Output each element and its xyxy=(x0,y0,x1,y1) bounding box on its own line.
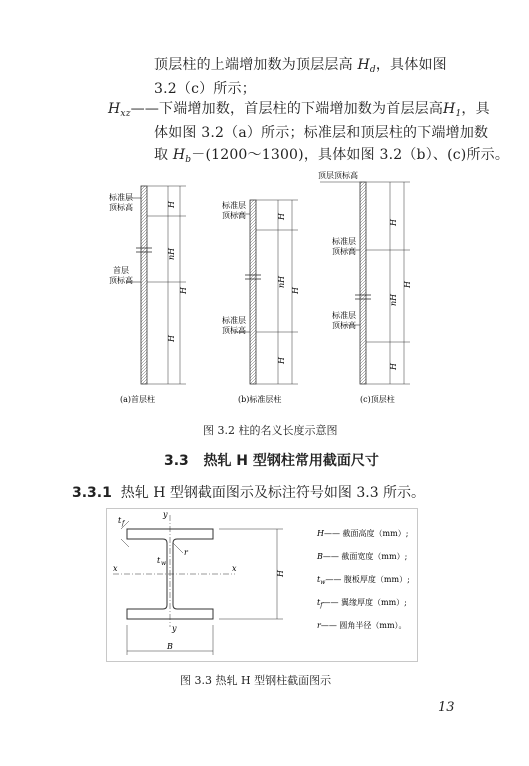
dim-Hxz-c: H xyxy=(389,363,398,370)
label-tw: t xyxy=(157,556,161,565)
figure-3-3-caption: 图 3.3 热轧 H 型钢柱截面图示 xyxy=(180,674,332,687)
legend-item-r: r—— 圆角半径（mm）。 xyxy=(317,621,407,630)
label-std-top-c4: 顶标高 xyxy=(332,321,356,330)
dim-H: H xyxy=(276,570,285,577)
para2-line2: 体如图 3.2（a）所示；标准层和顶层柱的下端增加数 xyxy=(154,125,489,141)
dim-H-c: H xyxy=(403,281,412,288)
label-std-top-c3: 标准层 xyxy=(332,311,356,320)
legend-item-tf: $t_f——$ 翼缘厚度（mm）; xyxy=(317,598,407,609)
label-r: r xyxy=(184,548,188,557)
dim-H1-a: H xyxy=(167,335,176,342)
dim-H-a: H xyxy=(179,287,188,294)
dim-B: B xyxy=(167,642,173,651)
subcaption-b: (b)标准层柱 xyxy=(238,395,282,404)
standard-floor-column xyxy=(234,200,298,384)
dim-Hxz-b1: H xyxy=(277,213,286,220)
page-number: 13 xyxy=(438,700,455,715)
legend-item-B: B—— 截面宽度（mm）; xyxy=(317,552,408,561)
label-std-top-b3: 标准层 xyxy=(222,316,246,325)
label-std-top-c2: 顶标高 xyxy=(332,247,356,256)
dim-Hxz-b2: H xyxy=(277,357,286,364)
label-std-top-b1: 标准层 xyxy=(222,201,246,210)
label-tw-sub: w xyxy=(161,560,167,567)
dim-nHb-a: nH xyxy=(167,247,176,260)
label-tf: t xyxy=(118,516,122,525)
legend-item-H: H—— 截面高度（mm）; xyxy=(317,529,409,538)
symbol-H: H xyxy=(357,57,370,73)
para2-line1: $H_{xz}——$下端增加数，首层柱的下端增加数为首层层高$H_1$，具 xyxy=(108,101,490,119)
first-floor-column xyxy=(126,186,186,384)
label-first-top-a1: 首层 xyxy=(113,266,129,275)
label-std-top-a1: 标准层 xyxy=(109,193,133,202)
clause-3-3-1: 3.3.1 热轧 H 型钢截面图示及标注符号如图 3.3 所示。 xyxy=(72,485,426,501)
label-tf-sub: f xyxy=(122,520,125,527)
legend xyxy=(316,528,410,630)
para2-line3: 取 $H_b-(1200\sim 1300)$，具体如图 3.2（b）、(c)所示。 xyxy=(154,147,510,165)
para1-line1: 顶层柱的上端增加数为顶层层高 $H_d$，具体如图 xyxy=(154,57,447,75)
label-std-top-b4: 顶标高 xyxy=(222,326,246,335)
dim-nHb-b: nH xyxy=(277,275,286,288)
subcaption-c: (c)顶层柱 xyxy=(360,395,395,404)
figure-3-2 xyxy=(98,170,430,408)
subcaption-a: (a)首层柱 xyxy=(120,395,156,404)
legend-item-tw: $t_w——$ 腹板厚度（mm）; xyxy=(317,575,410,586)
para1-line2: 3.2（c）所示； xyxy=(154,81,256,97)
label-top-top: 顶层顶标高 xyxy=(318,171,358,180)
dim-H-b: H xyxy=(291,287,300,294)
top-floor-column xyxy=(320,182,410,384)
section-heading: 3.3 热轧 H 型钢柱常用截面尺寸 xyxy=(164,453,379,469)
h-section-diagram xyxy=(107,509,417,661)
label-y-bottom: y xyxy=(172,624,177,633)
label-y-top: y xyxy=(163,510,168,519)
label-std-top-a2: 顶标高 xyxy=(109,203,133,212)
dim-nHb-c: nH xyxy=(389,293,398,306)
column-length-diagram xyxy=(98,170,430,408)
figure-3-3 xyxy=(106,508,418,662)
dim-Hxz-a: H xyxy=(167,201,176,208)
label-first-top-a2: 顶标高 xyxy=(109,276,133,285)
label-std-top-b2: 顶标高 xyxy=(222,211,246,220)
figure-3-2-caption: 图 3.2 柱的名义长度示意图 xyxy=(203,424,338,437)
label-std-top-c1: 标准层 xyxy=(332,237,356,246)
label-x-right: x xyxy=(232,564,237,573)
label-x-left: x xyxy=(113,564,118,573)
dim-Hd-c: H xyxy=(389,219,398,226)
